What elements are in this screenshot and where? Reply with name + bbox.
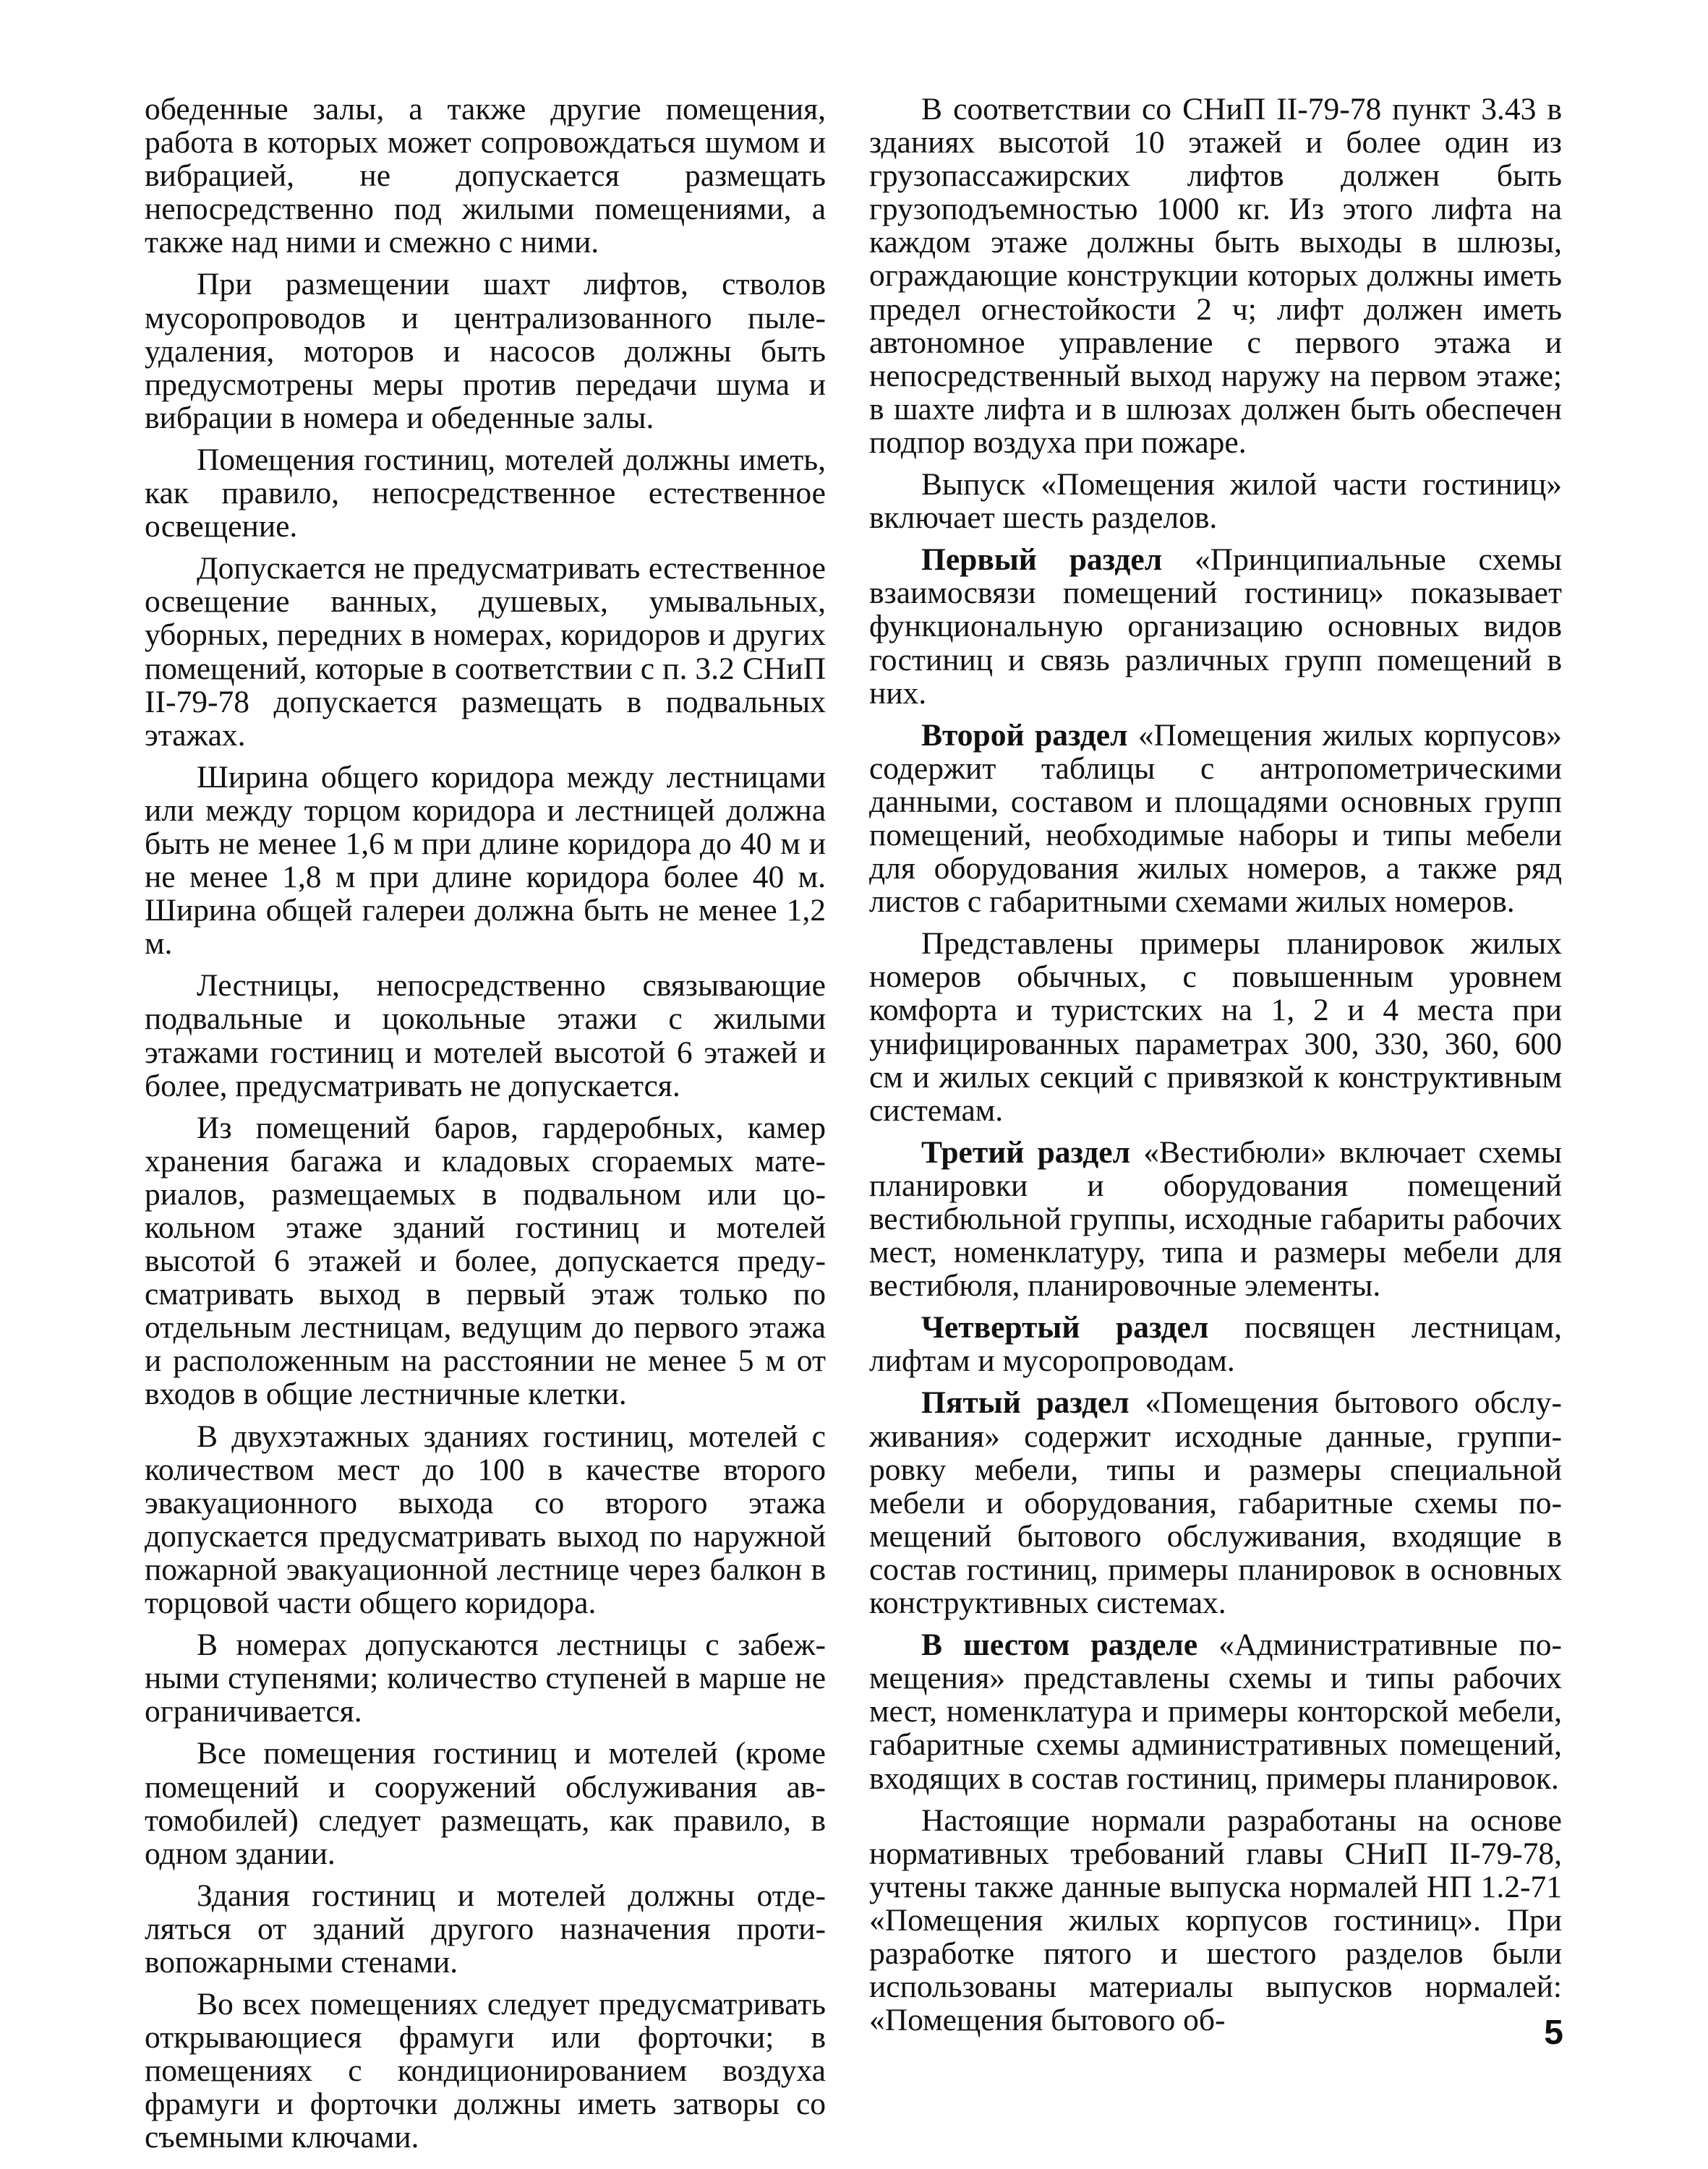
paragraph bbox=[869, 1311, 1562, 1377]
paragraph bbox=[145, 1737, 826, 1870]
paragraph-text: Помещения гостиниц, мотелей должны иметь, как правило, непосредственное естественное освещение. bbox=[145, 442, 826, 544]
section-lead: В шестом разделе bbox=[921, 1627, 1198, 1663]
paragraph-text: «Принципиальные схемы взаимосвязи помещений гостиниц» показывает функциональную организацию основных видов гостиниц и связь различных групп помещений в них. bbox=[869, 542, 1562, 711]
paragraph bbox=[869, 1804, 1562, 2037]
paragraph bbox=[145, 969, 826, 1102]
paragraph-text: Здания гостиниц и мотелей должны отделяться от зданий другого назначения противопожарными стенами. bbox=[145, 1878, 826, 1980]
paragraph bbox=[869, 543, 1562, 709]
paragraph-text: Ширина общего коридора между лестницами или между торцом коридора и лестницей должна быть не менее 1,6 м при длине коридора до 40 м и не менее 1,8 м при длине коридора более 40 м. Ширина общей галереи должна быть не менее 1,2 м. bbox=[145, 759, 826, 962]
paragraph bbox=[145, 93, 826, 259]
paragraph bbox=[145, 443, 826, 543]
paragraph bbox=[869, 468, 1562, 534]
paragraph bbox=[145, 1988, 826, 2154]
paragraph-text: В номерах допускаются лестницы с забежными ступенями; количество ступеней в марше не ограничивается. bbox=[145, 1627, 826, 1729]
paragraph bbox=[145, 268, 826, 434]
paragraph-text: «Помещения жилых корпусов» содержит таблицы с антропометрическими данными, составом и площадями основных групп помещений, необходимые наборы и типы мебели для оборудования жилых номеров, а также ряд листов с габаритными схемами жилых номеров. bbox=[869, 717, 1562, 920]
section-lead: Третий раздел bbox=[921, 1134, 1130, 1170]
right-text-column bbox=[869, 93, 1562, 2045]
paragraph bbox=[145, 1628, 826, 1728]
paragraph bbox=[145, 1420, 826, 1620]
paragraph bbox=[145, 761, 826, 961]
paragraph-text: Представлены примеры планировок жилых номеров обычных, с повышенным уровнем комфорта и туристских на 1, 2 и 4 места при унифицированных параметрах 300, 330, 360, 600 см и жилых секций с привязкой к конструктивным системам. bbox=[869, 926, 1562, 1128]
paragraph-text: Выпуск «Помещения жилой части гостиниц» включает шесть разделов. bbox=[869, 467, 1562, 536]
paragraph bbox=[145, 1879, 826, 1979]
section-lead: Первый раздел bbox=[921, 542, 1163, 578]
paragraph bbox=[145, 552, 826, 752]
paragraph bbox=[869, 927, 1562, 1127]
page-number: 5 bbox=[1544, 2014, 1563, 2052]
paragraph-text: Во всех помещениях следует предусматривать открывающиеся фрамуги или форточки; в помещениях с кондиционированием воздуха фрамуги и форточки должны иметь затворы со съемными ключами. bbox=[145, 1987, 826, 2155]
paragraph bbox=[869, 93, 1562, 459]
section-lead: Четвертый раздел bbox=[921, 1310, 1209, 1346]
paragraph-text: В двухэтажных зданиях гостиниц, мотелей с количеством мест до 100 в качестве второго эвакуационного выхода со второго этажа допускается предусматривать выход по наружной пожарной эвакуационной лестнице через балкон в торцовой части общего коридора. bbox=[145, 1419, 826, 1621]
paragraph-text: При размещении шахт лифтов, стволов мусоропроводов и централизованного пылеудаления, моторов и насосов должны быть предусмотрены меры против передачи шума и вибрации в номера и обеденные залы. bbox=[145, 267, 826, 435]
section-lead: Пятый раздел bbox=[921, 1385, 1130, 1421]
paragraph-text: Настоящие нормали разработаны на основе нормативных требований главы СНиП II-79-78, учтены также данные выпуска нормалей НП 1.2-71 «Помещения жилых корпусов гостиниц». При разработке пятого и шестого разделов были использованы материалы выпусков нормалей: «Помещения бытового об- bbox=[869, 1802, 1562, 2038]
paragraph bbox=[869, 1136, 1562, 1302]
paragraph-text: «Административные помещения» представлены схемы и типы рабочих мест, номенклатура и примеры конторской мебели, габаритные схемы административных помещений, входящих в состав гостиниц, примеры планировок. bbox=[869, 1627, 1562, 1796]
paragraph bbox=[869, 1386, 1562, 1620]
paragraph bbox=[869, 1628, 1562, 1794]
paragraph-text: «Вестибюли» включает схемы планировки и оборудования помещений вестибюльной группы, исходные габариты рабочих мест, номенклатуру, типа и размеры мебели для вестибюля, планировочные элементы. bbox=[869, 1134, 1562, 1304]
paragraph-text: Все помещения гостиниц и мотелей (кроме помещений и сооружений обслуживания автомобилей) следует размещать, как правило, в одном здании. bbox=[145, 1736, 826, 1871]
paragraph bbox=[145, 1111, 826, 1411]
paragraph-text: посвящен лестницам, лифтам и мусоропроводам. bbox=[869, 1310, 1562, 1379]
paragraph bbox=[869, 719, 1562, 919]
left-text-column bbox=[145, 93, 826, 2163]
paragraph-text: «Помещения бытового обслуживания» содержит исходные данные, группировку мебели, типы и размеры специальной мебели и оборудования, габаритные схемы помещений бытового обслуживания, входящие в состав гостиниц, примеры планировок в основных конструктивных системах. bbox=[869, 1385, 1562, 1621]
paragraph-text: обеденные залы, а также другие помещения, работа в которых может сопровождаться шумом и вибрацией, не допускается размещать непосредственно под жилыми помещениями, а также над ними и смежно с ними. bbox=[145, 92, 826, 260]
paragraph-text: Из помещений баров, гардеробных, камер хранения багажа и кладовых сгораемых материалов, размещаемых в подвальном или цокольном этаже зданий гостиниц и мотелей высотой 6 этажей и более, допускается предусматривать выход в первый этаж только по отдельным лестницам, ведущим до первого этажа и расположенным на расстоянии не менее 5 м от входов в общие лестничные клетки. bbox=[145, 1110, 826, 1412]
paragraph-text: Допускается не предусматривать естественное освещение ванных, душевых, умывальных, уборных, передних в номерах, коридоров и других помещений, которые в соответствии с п. 3.2 СНиП II-79-78 допускается размещать в подвальных этажах. bbox=[145, 551, 826, 753]
section-lead: Второй раздел bbox=[921, 717, 1128, 753]
paragraph-text: Лестницы, непосредственно связывающие подвальные и цокольные этажи с жилыми этажами гостиниц и мотелей высотой 6 этажей и более, предусматривать не допускается. bbox=[145, 968, 826, 1103]
paragraph-text: В соответствии со СНиП II-79-78 пункт 3.43 в зданиях высотой 10 этажей и более один из грузопассажирских лифтов должен быть грузоподъемностью 1000 кг. Из этого лифта на каждом этаже должны быть выходы в шлюзы, ограждающие конструкции которых должны иметь предел огнестойкости 2 ч; лифт должен иметь автономное управление с первого этажа и непосредственный выход наружу на первом этаже; в шахте лифта и в шлюзах должен быть обеспечен подпор воздуха при пожаре. bbox=[869, 92, 1562, 460]
